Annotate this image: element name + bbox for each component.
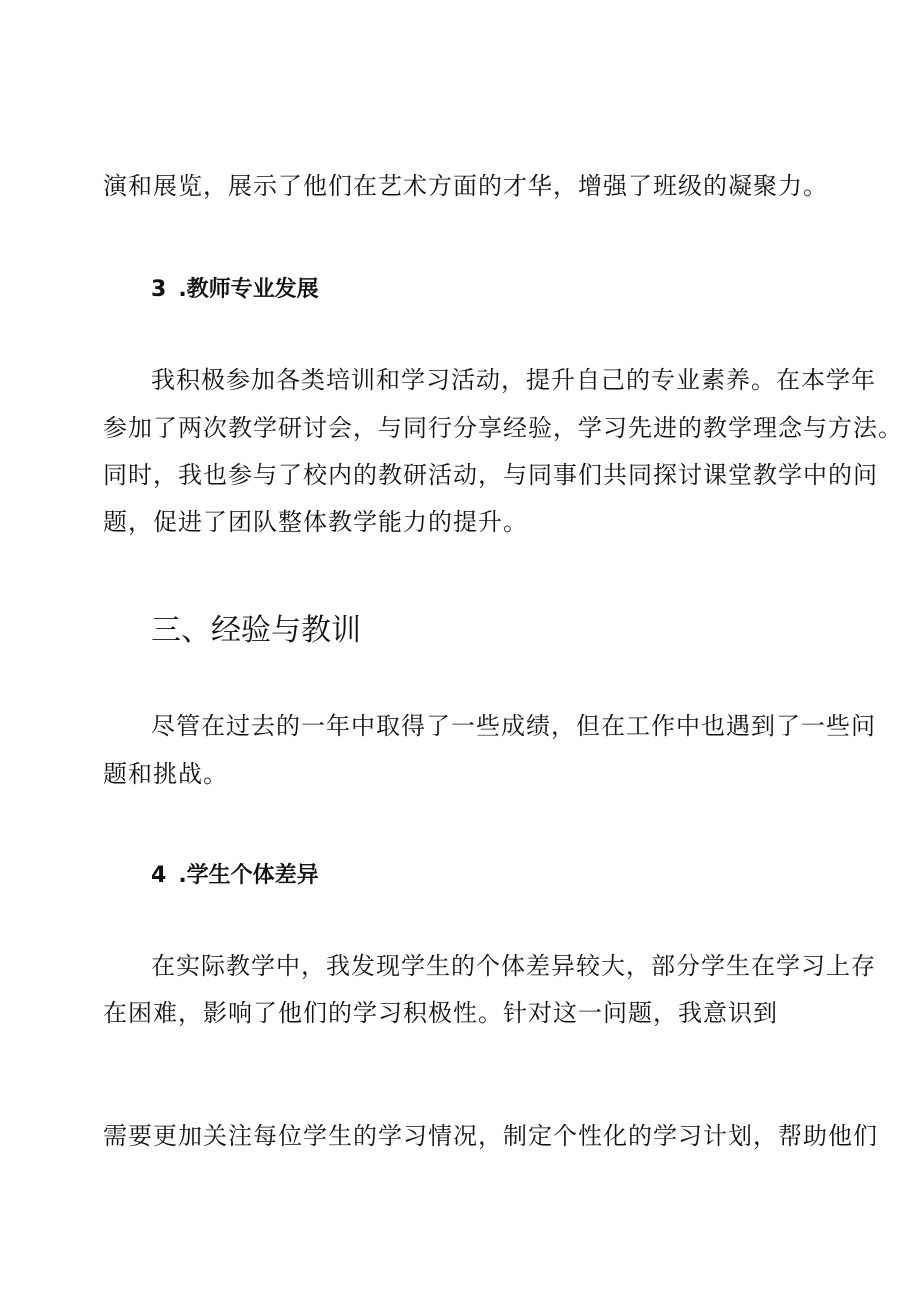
paragraph-line: 需要更加关注每位学生的学习情况，制定个性化的学习计划，帮助他们 (103, 1122, 878, 1150)
paragraph-line: 题和挑战。 (103, 760, 228, 788)
section-title: 三、经验与教训 (151, 613, 361, 648)
subheading-4 (151, 861, 319, 891)
paragraph-line: 同时，我也参与了校内的教研活动，与同事们共同探讨课堂教学中的问 (103, 461, 878, 489)
subheading-number: 4 (151, 863, 167, 888)
paragraph-line: 演和展览，展示了他们在艺术方面的才华，增强了班级的凝聚力。 (103, 172, 828, 200)
subheading-number: 3 (151, 277, 167, 302)
paragraph-line: 在实际教学中，我发现学生的个体差异较大，部分学生在学习上存 (151, 952, 876, 980)
paragraph-line: 在困难，影响了他们的学习积极性。针对这一问题，我意识到 (103, 999, 778, 1027)
subheading-title: .教师专业发展 (178, 277, 319, 302)
subheading-3 (151, 275, 319, 305)
subheading-title: .学生个体差异 (178, 863, 319, 888)
paragraph-line: 参加了两次教学研讨会，与同行分享经验，学习先进的教学理念与方法。 (103, 414, 903, 442)
paragraph-line: 我积极参加各类培训和学习活动，提升自己的专业素养。在本学年 (151, 366, 876, 394)
paragraph-line: 题，促进了团队整体教学能力的提升。 (103, 508, 528, 536)
paragraph-line: 尽管在过去的一年中取得了一些成绩，但在工作中也遇到了一些问 (151, 712, 876, 740)
